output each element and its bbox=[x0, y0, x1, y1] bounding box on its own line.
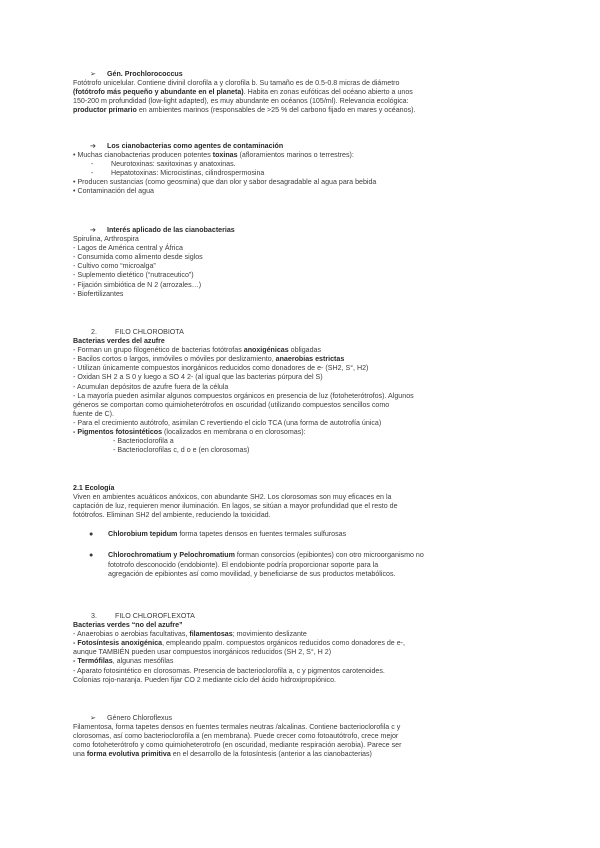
paragraph-line: Viven en ambientes acuáticos anóxicos, con abundante SH2. Los clorosomas son muy eficaces en la bbox=[73, 493, 392, 502]
arrow-bullet-icon: ➢ bbox=[90, 70, 96, 78]
section-interes-aplicado bbox=[73, 226, 531, 299]
list-item: - Biofertilizantes bbox=[73, 289, 124, 298]
list-item: • Muchas cianobacterias producen potentes toxinas (afloramientos marinos o terrestres): bbox=[73, 151, 354, 160]
paragraph-line: captación de luz, requieren menor iluminación. En lagos, se sitúan a mayor profundidad que el resto de bbox=[73, 502, 398, 511]
paragraph-line: como fotoheterótrofo y como quimioheterotrofo (en oscuridad, mediante respiración aerobia). Parece ser bbox=[73, 741, 402, 750]
section-heading bbox=[73, 142, 531, 151]
list-item: • Contaminación del agua bbox=[73, 187, 154, 196]
subheading: Bacterias verdes “no del azufre” bbox=[73, 621, 183, 630]
section-ecologia bbox=[73, 484, 531, 579]
list-item: - Para el crecimiento autótrofo, asimilan C revertiendo el ciclo TCA (una forma de autotrofía única) bbox=[73, 418, 382, 427]
list-item: - Utilizan únicamente compuestos inorgánicos reducidos como donadores de e- (SH2, S°, H2) bbox=[73, 364, 369, 373]
list-item: Colonias rojo-naranja. Pueden fijar CO 2 mediante ciclo del ácido hidroxipropiónico. bbox=[73, 675, 337, 684]
section-heading bbox=[73, 70, 531, 79]
section-prochlorococcus bbox=[73, 70, 531, 115]
paragraph-line: Fotótrofo unicelular. Contiene divinil clorofila a y clorofila b. Su tamaño es de 0.5-0.8 micras de diámetro bbox=[73, 79, 400, 88]
list-item: - Aparato fotosintético en clorosomas. Presencia de bacterioclorofila a, c y pigmentos carotenoides. bbox=[73, 666, 385, 675]
list-item: - Bacilos cortos o largos, inmóviles o móviles por deslizamiento, anaerobias estrictas bbox=[73, 355, 345, 364]
list-item: - Termófilas, algunas mesófilas bbox=[73, 657, 174, 666]
paragraph-line: productor primario en ambientes marinos (responsables de >25 % del carbono fijado en mares y océanos). bbox=[73, 106, 416, 115]
list-item: - Consumida como alimento desde siglos bbox=[73, 253, 203, 262]
list-item: - Suplemento dietético (“nutraceutico”) bbox=[73, 271, 194, 280]
list-item: fuente de C). bbox=[73, 409, 115, 418]
list-item: - Neurotoxinas: saxitoxinas y anatoxinas. bbox=[91, 160, 236, 169]
list-item: - Acumulan depósitos de azufre fuera de la célula bbox=[73, 382, 229, 391]
subheading: Bacterias verdes del azufre bbox=[73, 337, 165, 346]
list-item: - Lagos de América central y África bbox=[73, 244, 184, 253]
paragraph-line: clorosomas, así como bacterioclorofila a (en membrana). Puede crecer como fotoautótrofo, crece mejor bbox=[73, 732, 399, 741]
heading-text: Género Chloroflexus bbox=[107, 714, 173, 722]
paragraph-line: una forma evolutiva primitiva en el desarrollo de la fotosíntesis (anterior a las cianobacterias) bbox=[73, 750, 372, 759]
list-item: - La mayoría pueden asimilar algunos compuestos orgánicos en presencia de luz (fotoheterótrofos). Algunos bbox=[73, 391, 414, 400]
section-heading bbox=[73, 226, 531, 235]
list-item: - Anaerobias o aerobias facultativas, filamentosas; movimiento deslizante bbox=[73, 630, 307, 639]
list-item: • Producen sustancias (como geosmina) que dan olor y sabor desagradable al agua para bebida bbox=[73, 178, 377, 187]
heading-text: FILO CHLOROBIOTA bbox=[115, 328, 184, 336]
paragraph-line: Filamentosa, forma tapetes densos en fuentes termales neutras /alcalinas. Contiene bacterioclorofila c y bbox=[73, 723, 401, 732]
list-item: géneros se comportan como quimioheterótrofos en oscuridad (utilizando compuestos sencillos como bbox=[73, 400, 390, 409]
section-heading: 2.1 Ecología bbox=[73, 484, 115, 492]
list-item: - Oxidan SH 2 a S 0 y luego a SO 4 2- (al igual que las bacterias púrpura del S) bbox=[73, 373, 323, 382]
section-chlorobiota bbox=[73, 328, 531, 455]
list-item: - Pigmentos fotosintéticos (localizados en membrana o en clorosomas): bbox=[73, 428, 306, 437]
paragraph-line: (fotótrofo más pequeño y abundante en el planeta). Habita en zonas eufóticas del océano abierto a unos bbox=[73, 88, 413, 97]
list-item: - Bacterioclorofilas c, d o e (en clorosomas) bbox=[113, 446, 250, 455]
section-chloroflexota bbox=[73, 612, 531, 685]
section-heading: 3. FILO CHLOROFLEXOTA bbox=[91, 612, 195, 620]
arrow-bullet-icon: ➔ bbox=[90, 226, 96, 234]
section-heading bbox=[73, 714, 531, 723]
list-item: ● Chlorobium tepidum forma tapetes densos en fuentes termales sulfurosas bbox=[89, 530, 347, 539]
list-item: - Hepatotoxinas: Microcistinas, cilindrospermosina bbox=[91, 169, 265, 178]
section-heading: 2. FILO CHLOROBIOTA bbox=[91, 328, 184, 336]
arrow-bullet-icon: ➔ bbox=[90, 142, 96, 150]
paragraph-line: fotótrofos. Eliminan SH2 del ambiente, reduciendo la toxicidad. bbox=[73, 511, 271, 520]
arrow-bullet-icon: ➢ bbox=[90, 714, 96, 722]
section-chloroflexus bbox=[73, 714, 531, 759]
list-item: - Forman un grupo filogenético de bacterias fotótrofas anoxigénicas obligadas bbox=[73, 346, 322, 355]
bullet-icon: ● bbox=[89, 530, 94, 539]
list-item: - Bacterioclorofila a bbox=[113, 437, 174, 446]
list-item: Spirulina, Arthrospira bbox=[73, 235, 139, 244]
heading-text: FILO CHLOROFLEXOTA bbox=[115, 612, 195, 620]
paragraph-line: 150-200 m profundidad (low-light adapted), es muy abundante en océanos (105/ml). Relevancia ecológica: bbox=[73, 97, 409, 106]
section-contaminacion bbox=[73, 142, 531, 197]
heading-text: Interés aplicado de las cianobacterias bbox=[107, 226, 235, 234]
list-item: aunque TAMBIÉN pueden usar compuestos inorgánicos reducidos (SH 2, S°, H 2) bbox=[73, 648, 332, 657]
list-item: - Fotosíntesis anoxigénica, empleando ppalm. compuestos orgánicos reducidos como donadores de e-, bbox=[73, 639, 405, 648]
bullet-icon: ● bbox=[89, 551, 94, 560]
list-item: ● Chlorochromatium y Pelochromatium forman consorcios (epibiontes) con otro microorganismo no fototrofo desconocido (endobionte). El endobionte podría proporcionar soporte para la agregación de epibiontes así como movilidad, y beneficiarse de sus productos metabólicos. bbox=[89, 551, 424, 578]
heading-text: Gén. Prochlorococcus bbox=[107, 70, 183, 78]
list-item: - Cultivo como “microalga” bbox=[73, 262, 156, 271]
list-item: - Fijación simbiótica de N 2 (arrozales…) bbox=[73, 280, 202, 289]
heading-text: Los cianobacterias como agentes de contaminación bbox=[107, 142, 284, 150]
